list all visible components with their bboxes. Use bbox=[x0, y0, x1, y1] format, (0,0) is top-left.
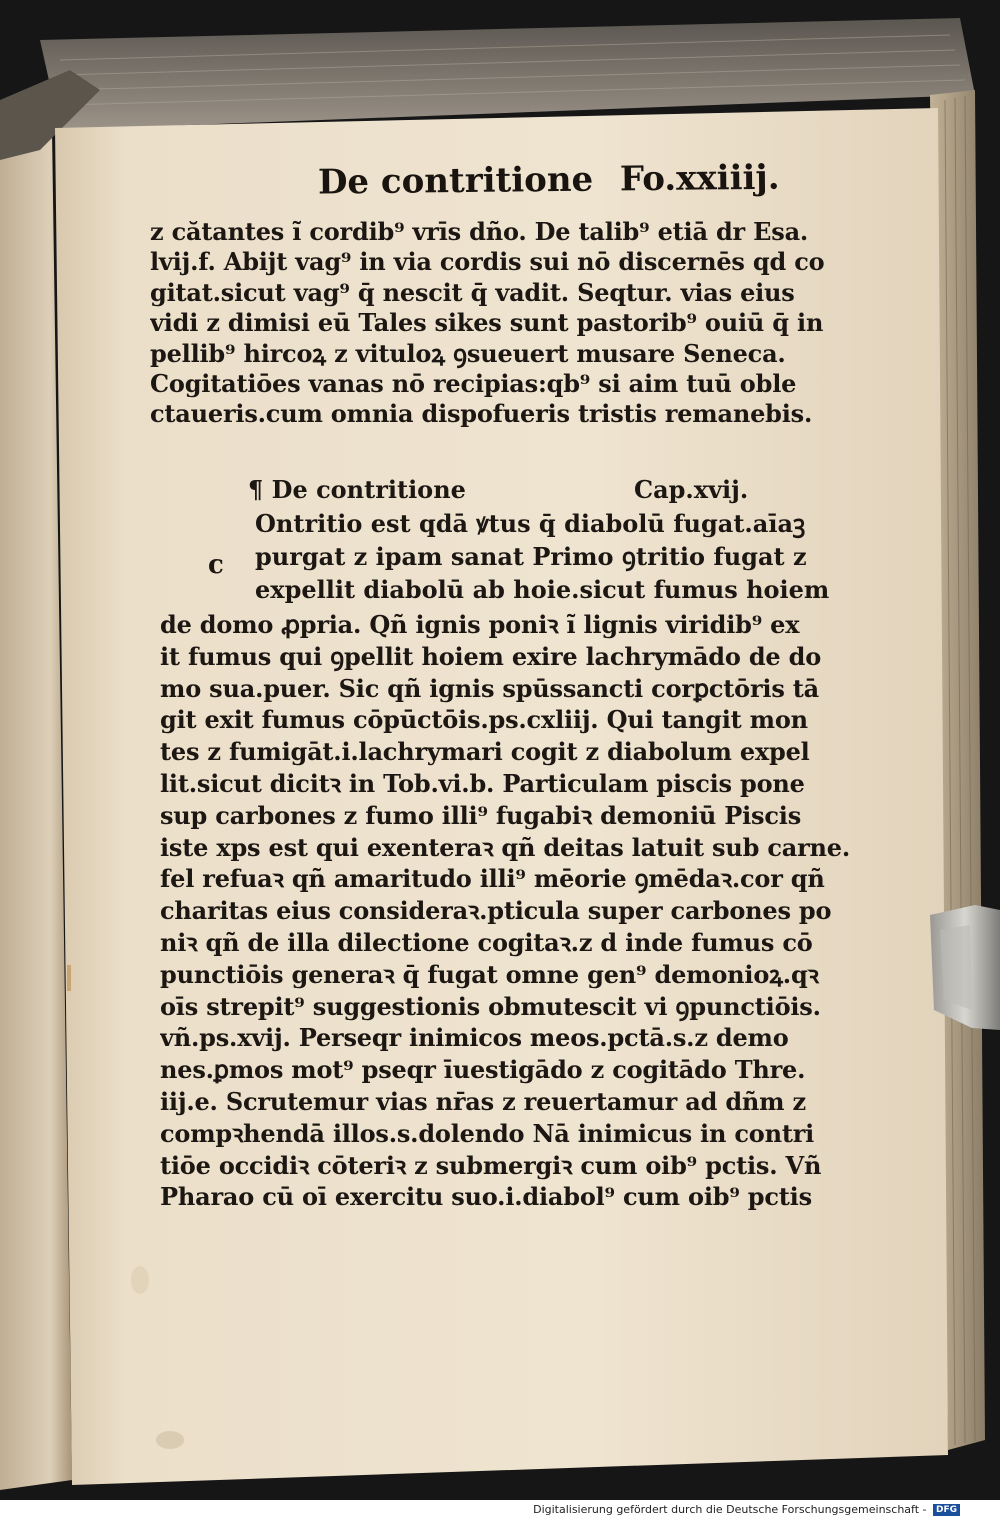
text-line: de domo ꝓpria. Qñ ignis poniꝛ ĩ lignis viridib⁹ ex bbox=[160, 610, 800, 639]
text-line: it fumus qui ꝯpellit hoiem exire lachrymādo de do bbox=[160, 641, 822, 671]
credit-text: Digitalisierung gefördert durch die Deutsche Forschungsgemeinschaft - bbox=[533, 1503, 927, 1516]
text-line: compꝛhendā illos.s.dolendo Nā inimicus in contri bbox=[160, 1118, 815, 1148]
chapter-title: ¶ De contritione bbox=[248, 475, 466, 504]
text-line: iij.e. Scrutemur vias nr̄as z reuertamur ad dñm z bbox=[160, 1086, 806, 1116]
text-line: nes.ꝑmos mot⁹ pseqr īuestigādo z cogitādo Thre. bbox=[160, 1055, 806, 1085]
folio-number: Fo.xxiiij. bbox=[619, 157, 780, 200]
indented-lines bbox=[255, 507, 845, 606]
text-line: lvij.f. Abijt vag⁹ in via cordis sui nō discernēs qd co bbox=[150, 247, 825, 277]
text-line: punctiōis generaꝛ q̄ fugat omne gen⁹ demonioꝝ.qꝛ bbox=[160, 959, 819, 989]
text-line: fel refuaꝛ qñ amaritudo illi⁹ mēorie ꝯmēdaꝛ.cor qñ bbox=[160, 864, 825, 894]
text-line: z cătantes ĩ cordib⁹ vrīs dño. De talib⁹ etiā dr Esa. bbox=[150, 217, 809, 246]
text-line: gitat.sicut vag⁹ q̄ nescit q̄ vadit. Seqtur. vias eius bbox=[150, 277, 795, 307]
text-line: charitas eius consideraꝛ.pticula super carbones po bbox=[160, 896, 832, 926]
text-line: niꝛ qñ de illa dilectione cogitaꝛ.z d inde fumus cō bbox=[160, 927, 813, 957]
text-line: git exit fumus cōpūctōis.ps.cxliij. Qui tangit mon bbox=[160, 705, 808, 735]
text-line: tes z fumigāt.i.lachrymari cogit z diabolum expel bbox=[160, 737, 810, 767]
chapter-heading bbox=[248, 475, 778, 507]
text-line: expellit diabolū ab hoie.sicut fumus hoiem bbox=[255, 575, 830, 604]
running-head-title: De contritione bbox=[317, 159, 594, 203]
text-line: mo sua.puer. Sic qñ ignis spūssancti corꝑctōris tā bbox=[160, 673, 820, 703]
text-line: vidi z dimisi eū Tales sikes sunt pastorib⁹ ouiū q̄ in bbox=[150, 308, 824, 338]
text-line: vñ.ps.xvij. Perseqr inimicos meos.pctā.s.z demo bbox=[160, 1023, 789, 1053]
main-paragraph bbox=[160, 609, 850, 1213]
text-line: purgat z ipam sanat Primo ꝯtritio fugat z bbox=[255, 542, 807, 571]
text-line: iste xps est qui exenteraꝛ qñ deitas latuit sub carne. bbox=[160, 832, 850, 862]
text-line: sup carbones z fumo illi⁹ fugabiꝛ demoniū Piscis bbox=[160, 800, 802, 830]
text-line: tiōe occidiꝛ cōteriꝛ z submergiꝛ cum oib⁹ pctis. Vñ bbox=[160, 1150, 822, 1180]
text-line: oīs strepit⁹ suggestionis obmutescit vi ꝯpunctiōis. bbox=[160, 991, 821, 1021]
chapter-number: Cap.xvij. bbox=[634, 475, 749, 504]
top-paragraph bbox=[150, 217, 850, 430]
running-head bbox=[318, 157, 798, 212]
text-line: pellib⁹ hircoꝝ z vituloꝝ ꝯsueuert musare Seneca. bbox=[150, 338, 786, 368]
text-line: Cogitatiōes vanas nō recipias:qb⁹ si aim tuū oble bbox=[150, 368, 797, 398]
text-line: Ontritio est qdā ꝟtus q̄ diabolū fugat.aīaꝫ bbox=[255, 509, 806, 538]
initial-letter: c bbox=[208, 550, 224, 580]
footer-credit bbox=[533, 1503, 960, 1519]
dfg-logo: DFG bbox=[933, 1504, 960, 1516]
text-line: lit.sicut dicitꝛ in Tob.vi.b. Particulam piscis pone bbox=[160, 768, 805, 798]
text-line: Pharao cū oī exercitu suo.i.diabol⁹ cum oib⁹ pctis bbox=[160, 1182, 812, 1212]
text-line: ctaueris.cum omnia dispofueris tristis remanebis. bbox=[150, 399, 813, 429]
